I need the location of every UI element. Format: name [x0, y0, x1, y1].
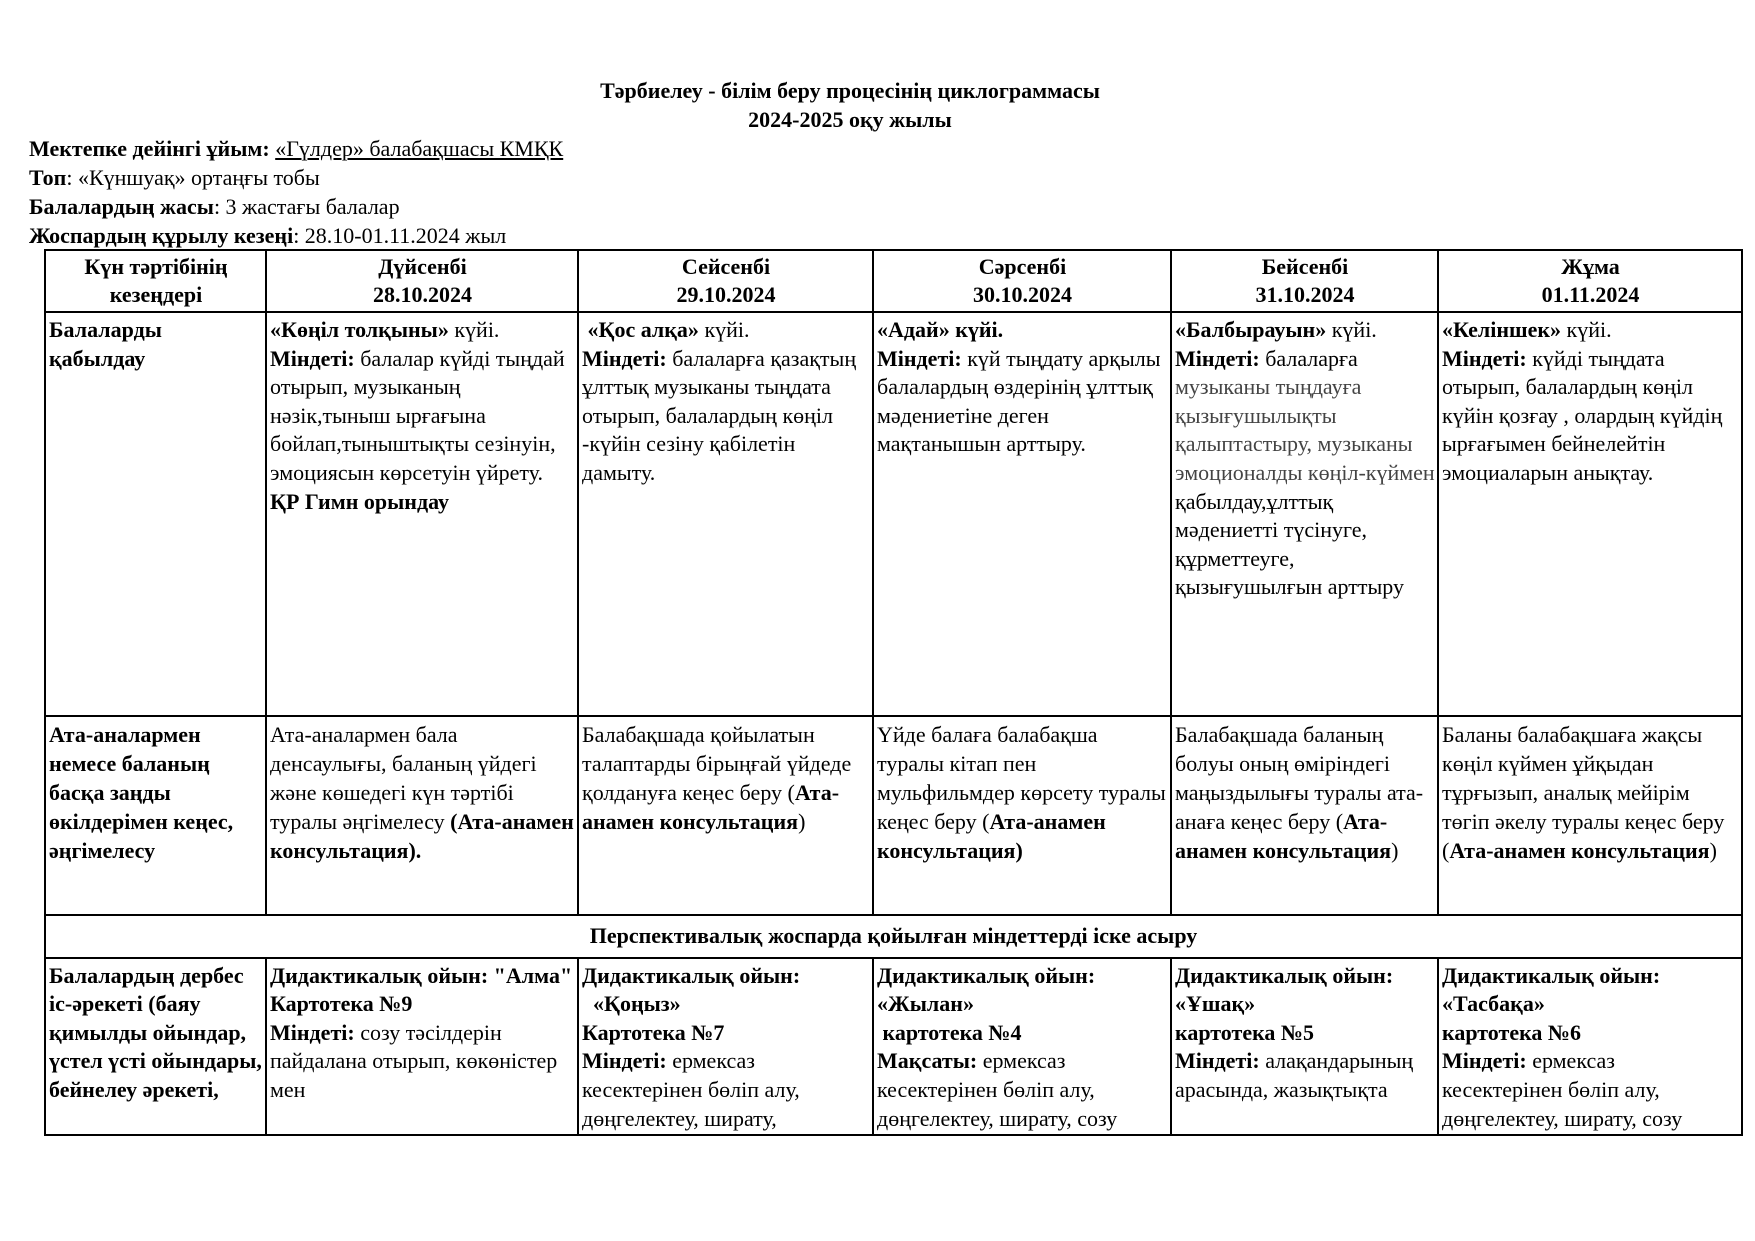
age-label: Балалардың жасы	[29, 194, 214, 219]
title-line-1: Тәрбиелеу - білім беру процесінің циклограммасы	[600, 78, 1100, 103]
task-label: Міндеті:	[1442, 345, 1527, 371]
title-line-2: 2024-2025 оқу жылы	[748, 107, 952, 132]
cell-independent-fri	[1438, 958, 1742, 1135]
cell-reception-thu	[1171, 312, 1438, 716]
day-date: 30.10.2024	[973, 282, 1072, 307]
day-name: Жұма	[1561, 254, 1620, 279]
cell-content	[1442, 962, 1739, 1132]
advice-bold: Ата-анамен консультация	[1449, 838, 1710, 863]
cell-content	[1175, 962, 1435, 1105]
table-row-section	[45, 915, 1742, 958]
card-number: Картотека №9	[270, 991, 413, 1017]
game-name: «Қоңыз»	[582, 991, 681, 1017]
header-day-thu	[1171, 250, 1438, 312]
cell-parents-mon	[266, 716, 578, 915]
age-value: : 3 жастағы балалар	[213, 194, 400, 219]
music-suffix: күйі.	[698, 317, 750, 342]
header-day-fri	[1438, 250, 1742, 312]
advice-tail: )	[1709, 838, 1717, 863]
day-name: Сәрсенбі	[978, 254, 1067, 279]
task-text: ермексаз кесектерінен бөліп алу, дөңгелектеу, ширату, созу	[877, 1048, 1118, 1131]
day-name: Сейсенбі	[681, 254, 771, 279]
day-date: 29.10.2024	[676, 282, 776, 307]
card-number: картотека №4	[877, 1019, 1022, 1045]
period-line	[29, 221, 563, 250]
game-title: Дидактикалық ойын:	[877, 962, 1096, 988]
music-title: «Қос алқа»	[587, 317, 699, 342]
day-name: Бейсенбі	[1261, 254, 1349, 279]
task-text: алақандарының арасында, жазықтықта	[1175, 1048, 1414, 1102]
task-text: ермексаз кесектерінен бөліп алу, дөңгелектеу, ширату,	[582, 1048, 800, 1131]
advice-bold: Ата-анамен консультация	[1175, 809, 1392, 863]
game-title: Дидактикалық ойын:	[582, 962, 801, 988]
task-text: күй тыңдату арқылы балалардың өздерінің ұлттық мәдениетіне деген мақтанышын арттыру.	[877, 345, 1161, 457]
game-title: Дидактикалық ойын: "Алма"	[270, 962, 573, 988]
game-name: «Ұшақ»	[1175, 991, 1256, 1017]
cell-independent-tue	[578, 958, 873, 1135]
header-day-tue	[578, 250, 873, 312]
document-title	[0, 76, 1700, 134]
cell-reception-fri	[1438, 312, 1742, 716]
task-label: Міндеті:	[582, 1048, 667, 1074]
music-title: «Балбырауын»	[1175, 317, 1327, 342]
task-text: қабылдау,ұлттық мәдениетті түсінуге, құрметтеуге, қызығушылғын арттыру	[1175, 488, 1404, 600]
cell-parents-fri	[1438, 716, 1742, 915]
advice-tail: )	[1391, 838, 1399, 863]
section-heading: Перспективалық жоспарда қойылған міндеттерді іске асыру	[45, 915, 1742, 958]
card-number: картотека №6	[1442, 1019, 1582, 1045]
cell-content	[582, 962, 870, 1132]
org-label: Мектепке дейінгі ұйым:	[29, 136, 270, 161]
advice-text: Үйде балаға балабақша туралы кітап пен мульфильмдер көрсету туралы кеңес беру (	[877, 722, 1166, 834]
advice-bold: (Ата-анамен консультация).	[270, 809, 574, 863]
music-suffix: күйі.	[1561, 317, 1612, 342]
meta-info	[29, 134, 563, 250]
task-label: Міндеті:	[1175, 345, 1260, 371]
cell-content	[270, 962, 575, 1105]
cell-parents-thu	[1171, 716, 1438, 915]
age-line	[29, 192, 563, 221]
task-label: Міндеті:	[1442, 1048, 1527, 1074]
task-label: Міндеті:	[1175, 1048, 1260, 1074]
row-label-reception: Балаларды қабылдау	[45, 312, 266, 716]
table-row-parents	[45, 716, 1742, 915]
music-suffix: күйі.	[448, 317, 500, 342]
group-label: Топ	[29, 165, 67, 190]
task-label: Міндеті:	[270, 345, 355, 371]
cell-parents-wed	[873, 716, 1171, 915]
music-title: «Адай» күйі.	[877, 317, 1004, 342]
task-text: балаларға	[1259, 345, 1358, 371]
task-label: Мақсаты:	[877, 1048, 978, 1074]
group-value: : «Күншуақ» ортаңғы тобы	[66, 165, 320, 190]
task-label: Міндеті:	[582, 345, 667, 371]
task-text-grey: музыканы тыңдауға қызығушылықты қалыптастыру, музыканы эмоционалды көңіл-күймен	[1175, 374, 1435, 485]
cyclogram-table	[44, 249, 1743, 1136]
cell-independent-wed	[873, 958, 1171, 1135]
music-title: «Көңіл толқыны»	[270, 317, 449, 342]
anthem-note: ҚР Гимн орындау	[270, 488, 449, 514]
task-label: Міндеті:	[877, 345, 962, 371]
header-day-mon	[266, 250, 578, 312]
task-label: Міндеті:	[270, 1019, 355, 1045]
game-name: «Тасбақа»	[1442, 991, 1545, 1017]
advice-bold: Ата-анамен консультация)	[877, 809, 1106, 863]
day-date: 01.11.2024	[1541, 282, 1640, 307]
advice-text: Ата-аналармен бала денсаулығы, баланың үйдегі және көшедегі күн тәртібі туралы әңгімелесу	[270, 722, 537, 834]
row-label-parents: Ата-аналармен немесе баланың басқа заңды өкілдерімен кеңес, әңгімелесу	[45, 716, 266, 915]
header-stage: Күн тәртібінің кезеңдері	[45, 250, 266, 312]
table-row-reception	[45, 312, 1742, 716]
header-day-wed	[873, 250, 1171, 312]
music-title: «Келіншек»	[1442, 317, 1562, 342]
cell-reception-mon	[266, 312, 578, 716]
org-value: «Гүлдер» балабақшасы КМҚК	[275, 136, 564, 161]
music-suffix: күйі.	[1326, 317, 1377, 342]
period-label: Жоспардың құрылу кезеңі	[29, 223, 294, 248]
card-number: картотека №5	[1175, 1019, 1315, 1045]
task-text: күйді тыңдата отырып, балалардың көңіл күйін қозғау , олардың күйдің ырғағымен бейнелейтін эмоциаларын анықтау.	[1442, 345, 1723, 485]
cell-parents-tue	[578, 716, 873, 915]
card-number: Картотека №7	[582, 1019, 725, 1045]
day-name: Дүйсенбі	[378, 254, 467, 279]
cell-reception-wed	[873, 312, 1171, 716]
advice-tail: )	[798, 809, 806, 834]
cell-reception-tue	[578, 312, 873, 716]
cell-content	[877, 962, 1168, 1132]
org-line	[29, 134, 563, 163]
task-text: ермексаз кесектерінен бөліп алу, дөңгелектеу, ширату, созу	[1442, 1048, 1683, 1131]
game-name: «Жылан»	[877, 991, 974, 1017]
cell-independent-mon	[266, 958, 578, 1135]
advice-text: Балабақшада қойылатын талаптарды бірыңғай үйдеде қолдануға кеңес беру (	[582, 722, 852, 805]
advice-bold: Ата-анамен консультация	[582, 780, 840, 834]
task-text: балаларға қазақтың ұлттық музыканы тыңдата отырып, балалардың көңіл -күйін сезіну қабілетін дамыту.	[582, 345, 857, 485]
advice-text: Баланы балабақшаға жақсы көңіл күймен ұйқыдан тұрғызып, аналық мейірім төгіп әкелу туралы кеңес беру (	[1442, 722, 1725, 863]
task-text: балалар күйді тыңдай отырып, музыканың нәзік,тыныш ырғағына бойлап,тыныштықты сезінуін, эмоциясын көрсетуін үйрету.	[270, 345, 565, 485]
advice-text: Балабақшада баланың болуы оның өміріндегі маңыздылығы туралы ата-анаға кеңес беру (	[1175, 722, 1424, 834]
group-line	[29, 163, 563, 192]
table-row-independent	[45, 958, 1742, 1135]
day-date: 28.10.2024	[373, 282, 472, 307]
table-header-row	[45, 250, 1742, 312]
game-title: Дидактикалық ойын:	[1175, 962, 1394, 988]
period-value: : 28.10-01.11.2024 жыл	[293, 223, 507, 248]
cell-independent-thu	[1171, 958, 1438, 1135]
day-date: 31.10.2024	[1255, 282, 1355, 307]
game-title: Дидактикалық ойын:	[1442, 962, 1661, 988]
row-label-text: Балалардың дербес іс-әрекеті (баяу қимылды ойындар, үстел үсті ойындары, бейнелеу әрекеті,	[49, 962, 262, 1102]
row-label-independent	[45, 958, 266, 1135]
task-text: созу тәсілдерін пайдалана отырып, көкөністер мен	[270, 1019, 558, 1102]
